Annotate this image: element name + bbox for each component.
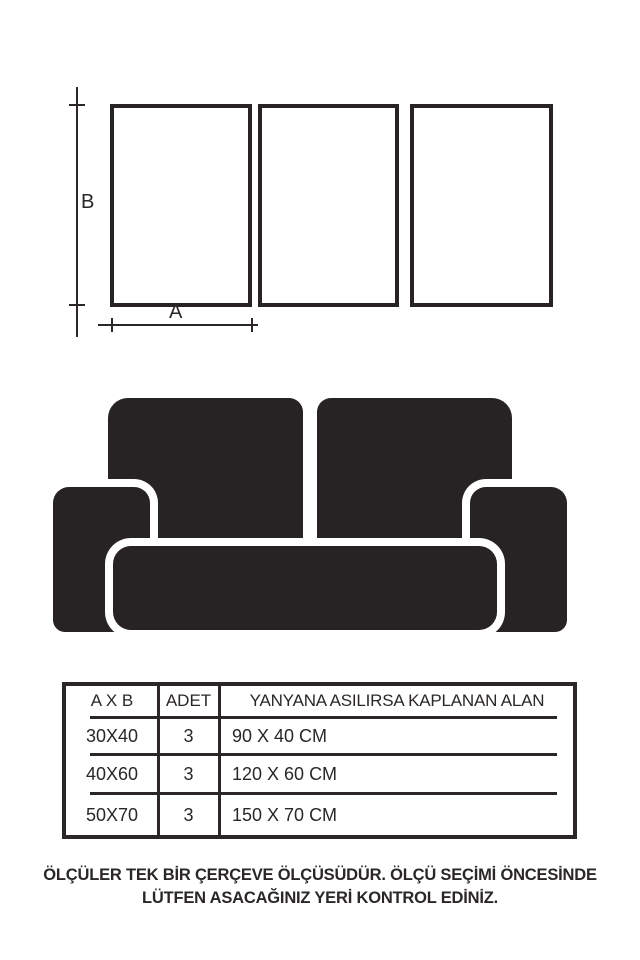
dimension-line-b [76,87,78,337]
dimension-tick-b-top [69,104,85,106]
table-cell-area: 150 X 70 CM [232,804,338,825]
frame-3 [410,104,553,307]
table-cell-size: 50X70 [85,804,139,825]
sofa-seat [113,546,497,630]
table-cell-qty: 3 [183,804,194,825]
dimension-label-b: B [81,191,95,213]
table-header-area: YANYANA ASILIRSA KAPLANAN ALAN [249,691,545,710]
dimension-tick-a-left [111,318,113,332]
disclaimer-line-2: LÜTFEN ASACAĞINIZ YERİ KONTROL EDİNİZ. [141,889,499,907]
dimension-line-a [98,324,258,326]
table-cell-size: 40X60 [85,763,139,784]
dimension-tick-a-right [251,318,253,332]
table-row [66,756,573,792]
frame-1 [110,104,252,307]
table-header-qty: ADET [165,691,212,710]
frame-2 [258,104,399,307]
table-cell-area: 120 X 60 CM [232,763,338,784]
table-row [66,795,573,835]
dimension-label-a: A [169,301,183,323]
disclaimer-line-1: ÖLÇÜLER TEK BİR ÇERÇEVE ÖLÇÜSÜDÜR. ÖLÇÜ SEÇİMİ ÖNCESİNDE [43,866,597,884]
dimension-tick-b-bottom [69,304,85,306]
table-header-size: A X B [90,691,134,710]
table-cell-qty: 3 [183,725,194,746]
size-table [62,682,577,839]
table-header-row [66,686,573,716]
table-cell-area: 90 X 40 CM [232,725,328,746]
table-cell-qty: 3 [183,763,194,784]
table-cell-size: 30X40 [85,725,139,746]
table-row [66,719,573,753]
